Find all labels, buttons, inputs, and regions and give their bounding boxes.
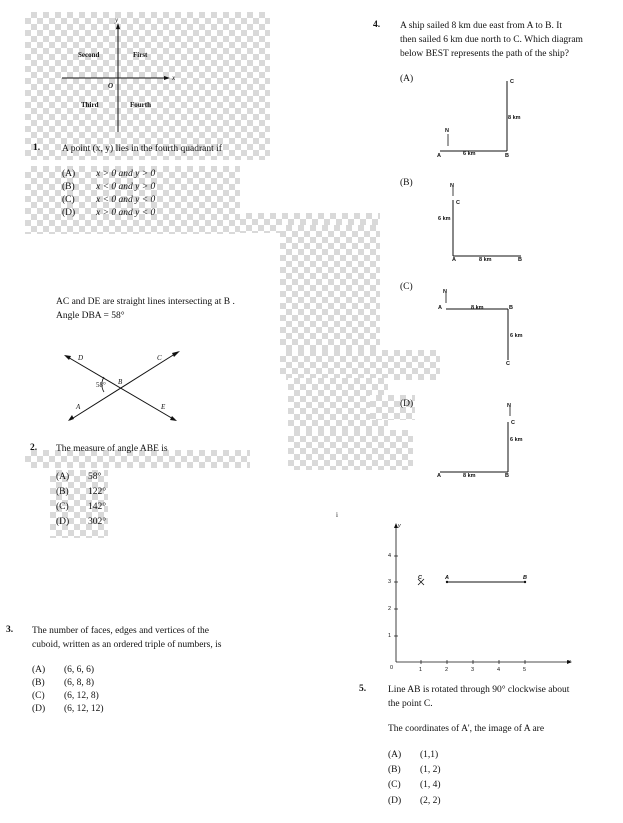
- q5-number: 5.: [359, 684, 367, 694]
- q3-option-c-letter: (C): [32, 691, 45, 701]
- q2-number: 2.: [30, 443, 38, 453]
- q4-option-c-label: (C): [400, 282, 413, 292]
- q4-option-b-label: (B): [400, 178, 413, 188]
- q4-number: 4.: [373, 20, 381, 30]
- q3-option-d-text: (6, 12, 12): [64, 704, 104, 714]
- q2-option-a-text: 58°: [88, 472, 102, 482]
- q5-line2: the point C.: [388, 699, 433, 709]
- q3-option-a-letter: (A): [32, 665, 46, 675]
- q5-question-text: The coordinates of A', the image of A are: [388, 724, 545, 734]
- q1-quadrant-fourth: Fourth: [130, 101, 151, 109]
- q5-option-b-text: (1, 2): [420, 765, 441, 775]
- q3-number: 3.: [6, 625, 14, 635]
- q4-a-point-a: A: [437, 153, 441, 159]
- q2-intro-line1: AC and DE are straight lines intersecting at B .: [56, 297, 235, 307]
- q4-line1: A ship sailed 8 km due east from A to B. It: [400, 21, 563, 31]
- q5-x-axis-label: x: [568, 659, 571, 665]
- q5-y-tick-4: 4: [388, 553, 392, 559]
- q4-a-point-c: C: [510, 79, 514, 85]
- q2-option-b-text: 122°: [88, 487, 107, 497]
- q5-point-a-label: A: [445, 575, 449, 581]
- q1-option-d-letter: (D): [62, 208, 76, 218]
- q5-option-d-text: (2, 2): [420, 796, 441, 806]
- q5-x-tick-3: 3: [471, 667, 475, 673]
- q4-c-horizontal-length: 8 km: [471, 305, 484, 311]
- q3-option-d-letter: (D): [32, 704, 46, 714]
- q5-x-tick-1: 1: [419, 667, 423, 673]
- q1-option-a-letter: (A): [62, 169, 76, 179]
- q5-option-a-text: (1,1): [420, 750, 439, 760]
- q4-c-point-a: A: [438, 305, 442, 311]
- q5-origin-label: 0: [390, 665, 394, 671]
- q4-c-north-label: N: [443, 289, 447, 295]
- q1-option-b-text: x < 0 and y > 0: [96, 182, 156, 192]
- q1-y-axis-label: y: [115, 16, 119, 24]
- q4-a-vertical-length: 8 km: [508, 115, 521, 121]
- q2-label-e: E: [161, 403, 166, 411]
- q2-label-c: C: [157, 354, 162, 362]
- q4-b-vertical-length: 6 km: [438, 216, 451, 222]
- q5-option-c-letter: (C): [388, 780, 401, 790]
- q4-d-vertical-length: 6 km: [510, 437, 523, 443]
- q2-option-d-letter: (D): [56, 517, 70, 527]
- q4-line3: below BEST represents the path of the ship?: [400, 49, 569, 59]
- q3-option-c-text: (6, 12, 8): [64, 691, 99, 701]
- q2-label-a: A: [76, 403, 81, 411]
- q1-option-c-text: x < 0 and y < 0: [96, 195, 156, 205]
- q5-y-tick-1: 1: [388, 633, 392, 639]
- q1-option-a-text: x > 0 and y > 0: [96, 169, 156, 179]
- q4-b-north-label: N: [450, 183, 454, 189]
- q4-d-north-label: N: [507, 403, 511, 409]
- q1-option-c-letter: (C): [62, 195, 75, 205]
- q5-x-tick-2: 2: [445, 667, 449, 673]
- q3-line1: The number of faces, edges and vertices of the: [32, 626, 209, 636]
- q4-b-point-a: A: [452, 257, 456, 263]
- q5-x-tick-4: 4: [497, 667, 501, 673]
- q4-d-point-c: C: [511, 420, 515, 426]
- q1-quadrant-first: First: [133, 51, 148, 59]
- q4-c-point-c: C: [506, 361, 510, 367]
- q1-option-b-letter: (B): [62, 182, 75, 192]
- q4-b-point-b: B: [518, 257, 522, 263]
- stray-mark: i: [336, 511, 338, 519]
- q2-option-d-text: 302°: [88, 517, 107, 527]
- q4-a-north-label: N: [445, 128, 449, 134]
- q2-option-a-letter: (A): [56, 472, 70, 482]
- q3-line2: cuboid, written as an ordered triple of numbers, is: [32, 640, 222, 650]
- q5-point-c-label: C: [418, 575, 422, 581]
- q2-question-text: The measure of angle ABE is: [56, 444, 168, 454]
- q4-b-point-c: C: [456, 200, 460, 206]
- q2-label-d: D: [78, 354, 84, 362]
- q2-option-b-letter: (B): [56, 487, 69, 497]
- q5-option-c-text: (1, 4): [420, 780, 441, 790]
- q5-option-a-letter: (A): [388, 750, 402, 760]
- q5-y-tick-2: 2: [388, 606, 392, 612]
- q5-y-axis-label: y: [398, 523, 401, 529]
- q2-intro-line2: Angle DBA = 58°: [56, 311, 125, 321]
- q2-option-c-letter: (C): [56, 502, 69, 512]
- q4-option-d-label: (D): [400, 399, 414, 409]
- q2-angle-label: 58°: [96, 381, 106, 389]
- q1-option-d-text: x > 0 and y < 0: [96, 208, 156, 218]
- q4-b-horizontal-length: 8 km: [479, 257, 492, 263]
- q5-option-d-letter: (D): [388, 796, 402, 806]
- q2-label-b: B: [118, 378, 123, 386]
- q4-a-horizontal-length: 6 km: [463, 151, 476, 157]
- q3-option-b-letter: (B): [32, 678, 45, 688]
- q1-quadrant-third: Third: [81, 101, 99, 109]
- q1-quadrant-second: Second: [78, 51, 100, 59]
- q1-question-text: A point (x, y) lies in the fourth quadrant if: [62, 144, 222, 154]
- q5-x-tick-5: 5: [523, 667, 527, 673]
- q1-x-axis-label: x: [172, 74, 176, 82]
- q5-point-b-label: B: [523, 575, 527, 581]
- q4-d-point-b: B: [505, 473, 509, 479]
- q1-origin-label: O: [108, 82, 114, 90]
- q2-option-c-text: 142°: [88, 502, 107, 512]
- q5-option-b-letter: (B): [388, 765, 401, 775]
- q4-line2: then sailed 6 km due north to C. Which diagram: [400, 35, 583, 45]
- q4-option-a-label: (A): [400, 74, 414, 84]
- q4-d-point-a: A: [437, 473, 441, 479]
- q4-a-point-b: B: [505, 153, 509, 159]
- q4-c-vertical-length: 6 km: [510, 333, 523, 339]
- q5-line1: Line AB is rotated through 90° clockwise about: [388, 685, 570, 695]
- q3-option-a-text: (6, 6, 6): [64, 665, 95, 675]
- q4-c-point-b: B: [509, 305, 513, 311]
- q4-d-horizontal-length: 8 km: [463, 473, 476, 479]
- q1-number: 1.: [33, 143, 41, 153]
- q5-y-tick-3: 3: [388, 579, 392, 585]
- q3-option-b-text: (6, 8, 8): [64, 678, 95, 688]
